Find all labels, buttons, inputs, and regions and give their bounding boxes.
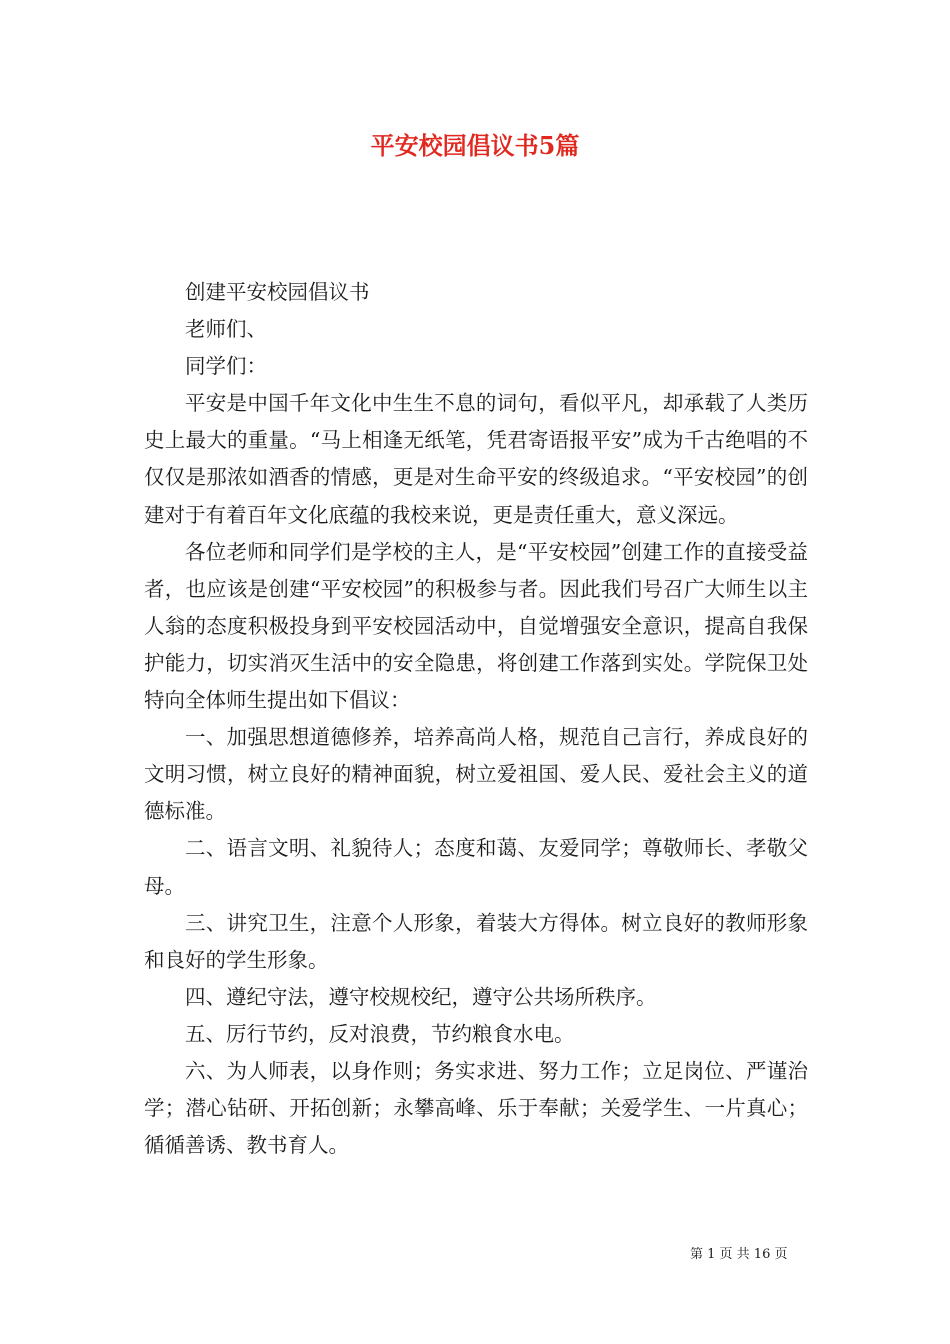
paragraph-intro: 平安是中国千年文化中生生不息的词句，看似平凡，却承载了人类历史上最大的重量。“马上相逢无纸笔，凭君寄语报平安”成为千古绝唱的不仅仅是那浓如酒香的情感，更是对生命平安的终级追求。“平安校园”的创建对于有着百年文化底蕴的我校来说，更是责任重大，意义深远。 <box>144 391 808 527</box>
proposal-item-6: 六、为人师表，以身作则；务实求进、努力工作；立足岗位、严谨治学；潜心钻研、开拓创新；永攀高峰、乐于奉献；关爱学生、一片真心；循循善诱、教书育人。 <box>144 1058 808 1158</box>
document-body <box>144 274 808 1164</box>
proposal-item-4: 四、遵纪守法，遵守校规校纪，遵守公共场所秩序。 <box>185 984 657 1009</box>
paragraph-call-to-action: 各位老师和同学们是学校的主人，是“平安校园”创建工作的直接受益者，也应该是创建“平安校园”的积极参与者。因此我们号召广大师生以主人翁的态度积极投身到平安校园活动中，自觉增强安全意识，提高自我保护能力，切实消灭生活中的安全隐患，将创建工作落到实处。学院保卫处特向全体师生提出如下倡议： <box>144 539 808 713</box>
proposal-item-1: 一、加强思想道德修养，培养高尚人格，规范自己言行，养成良好的文明习惯，树立良好的精神面貌，树立爱祖国、爱人民、爱社会主义的道德标准。 <box>144 725 808 824</box>
proposal-item-2: 二、语言文明、礼貌待人；态度和蔼、友爱同学；尊敬师长、孝敬父母。 <box>144 836 808 898</box>
salutation-students: 同学们： <box>185 354 267 379</box>
salutation-teachers: 老师们、 <box>185 317 267 342</box>
paragraph-heading: 创建平安校园倡议书 <box>185 280 370 304</box>
page-number: 第 1 页 共 16 页 <box>690 1247 788 1262</box>
proposal-item-5: 五、厉行节约，反对浪费，节约粮食水电。 <box>185 1021 575 1046</box>
page-title: 平安校园倡议书5篇 <box>370 131 580 160</box>
proposal-item-3: 三、讲究卫生，注意个人形象，着装大方得体。树立良好的教师形象和良好的学生形象。 <box>144 910 808 972</box>
